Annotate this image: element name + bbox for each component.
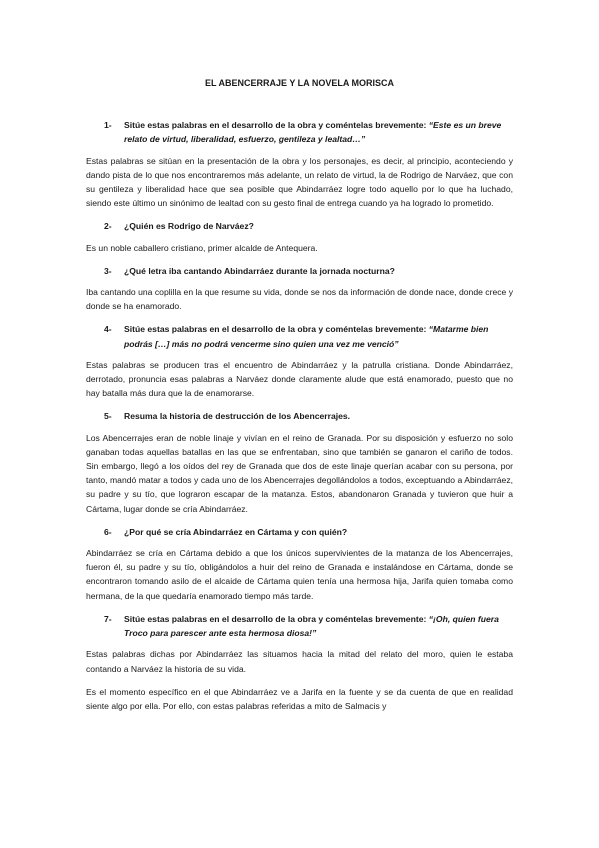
question-2 bbox=[86, 219, 513, 233]
question-quote: “¡Oh, quien fuera Troco para parescer ante esta hermosa diosa!” bbox=[124, 613, 499, 639]
question-number: 3- bbox=[104, 265, 112, 276]
question-text bbox=[124, 612, 513, 640]
question-number: 2- bbox=[104, 221, 112, 232]
question-text bbox=[124, 118, 513, 146]
answer-5: Los Abencerrajes eran de noble linaje y vivían en el reino de Granada. Por su disposición y esfuerzo no solo ganaban todas aquellas batallas en las que se enfrentaban, sino que también se ganaron el cariño de todos. Sin embargo, llegó a los oídos del rey de Granada que dos de este linaje querían acabar con su persona, por tanto, mandó matar a todos y cada uno de los Abencerrajes degollándolos a todos, exceptuando a Abindarráez, su padre y su tío, que lograron escapar de la matanza. Estos, abandonaron Granada y tuvieron que huir a Cártama, lugar donde se cría Abindarráez. bbox=[86, 432, 513, 514]
question-number: 6- bbox=[104, 526, 112, 537]
question-text: ¿Por qué se cría Abindarráez en Cártama y con quién? bbox=[124, 526, 348, 537]
answer-3: Iba cantando una coplilla en la que resume su vida, donde se nos da información de donde nace, donde crece y donde se ha enamorado. bbox=[86, 287, 513, 312]
question-text bbox=[124, 322, 513, 350]
question-prompt: Sitúe estas palabras en el desarrollo de la obra y coméntelas brevemente: bbox=[124, 120, 429, 131]
question-5 bbox=[86, 409, 513, 423]
question-text: ¿Quién es Rodrigo de Narváez? bbox=[124, 221, 254, 232]
question-4 bbox=[86, 322, 513, 350]
answer-7-continued: Es el momento específico en el que Abindarráez ve a Jarifa en la fuente y se da cuenta de que en realidad siente algo por ella. Por ello, con estas palabras referidas a mito de Salmacis y bbox=[86, 686, 513, 711]
question-3 bbox=[86, 264, 513, 278]
question-1 bbox=[86, 118, 513, 146]
question-prompt: Sitúe estas palabras en el desarrollo de la obra y coméntelas brevemente: bbox=[124, 324, 429, 335]
question-6 bbox=[86, 525, 513, 539]
question-number: 7- bbox=[104, 613, 112, 624]
answer-4: Estas palabras se producen tras el encuentro de Abindarráez y la patrulla cristiana. Donde Abindarráez, derrotado, pronuncia esas palabras a Narváez donde claramente alude que está enamorado, puesto que no hay batalla más dura que la de enamorarse. bbox=[86, 359, 513, 399]
document-title: EL ABENCERRAJE Y LA NOVELA MORISCA bbox=[204, 78, 395, 88]
answer-7: Estas palabras dichas por Abindarráez las situamos hacia la mitad del relato del moro, quien le estaba contando a Narváez la historia de su vida. bbox=[86, 649, 513, 674]
question-text: Resuma la historia de destrucción de los Abencerrajes. bbox=[124, 411, 351, 422]
question-quote: “Matarme bien podrás […] más no podrá vencerme sino quien una vez me venció” bbox=[124, 324, 489, 349]
question-number: 5- bbox=[104, 411, 112, 422]
question-number: 1- bbox=[104, 120, 112, 131]
question-quote: “Este es un breve relato de virtud, liberalidad, esfuerzo, gentileza y lealtad…” bbox=[124, 120, 502, 145]
answer-6: Abindarráez se cría en Cártama debido a que los únicos supervivientes de la matanza de los Abencerrajes, fueron él, su padre y su tío, obligándolos a huir del reino de Granada e instalándose en Cártama, donde se encontraron tomando asilo de el alcaide de Cártama quien tenía una hermosa hija, Jarifa quien tomaba como hermana, de la que quedaría enamorado tiempo más tarde. bbox=[86, 548, 513, 601]
question-number: 4- bbox=[104, 324, 112, 335]
question-text: ¿Qué letra iba cantando Abindarráez durante la jornada nocturna? bbox=[124, 265, 395, 276]
answer-1: Estas palabras se sitúan en la presentación de la obra y los personajes, es decir, al principio, aconteciendo y dando pista de lo que nos encontraremos más adelante, un relato de virtud, la de Rodrigo de Narváez, que con su gentileza y liberalidad hace que sea posible que Abindarráez logre todo aquello por lo que ha luchado, siendo este último un sinónimo de lealtad con su gesto final de entrega cuando ya ha logrado lo prometido. bbox=[86, 155, 513, 209]
answer-2: Es un noble caballero cristiano, primer alcalde de Antequera. bbox=[86, 242, 318, 253]
question-7 bbox=[86, 612, 513, 640]
question-prompt: Sitúe estas palabras en el desarrollo de la obra y coméntelas brevemente: bbox=[124, 613, 429, 624]
